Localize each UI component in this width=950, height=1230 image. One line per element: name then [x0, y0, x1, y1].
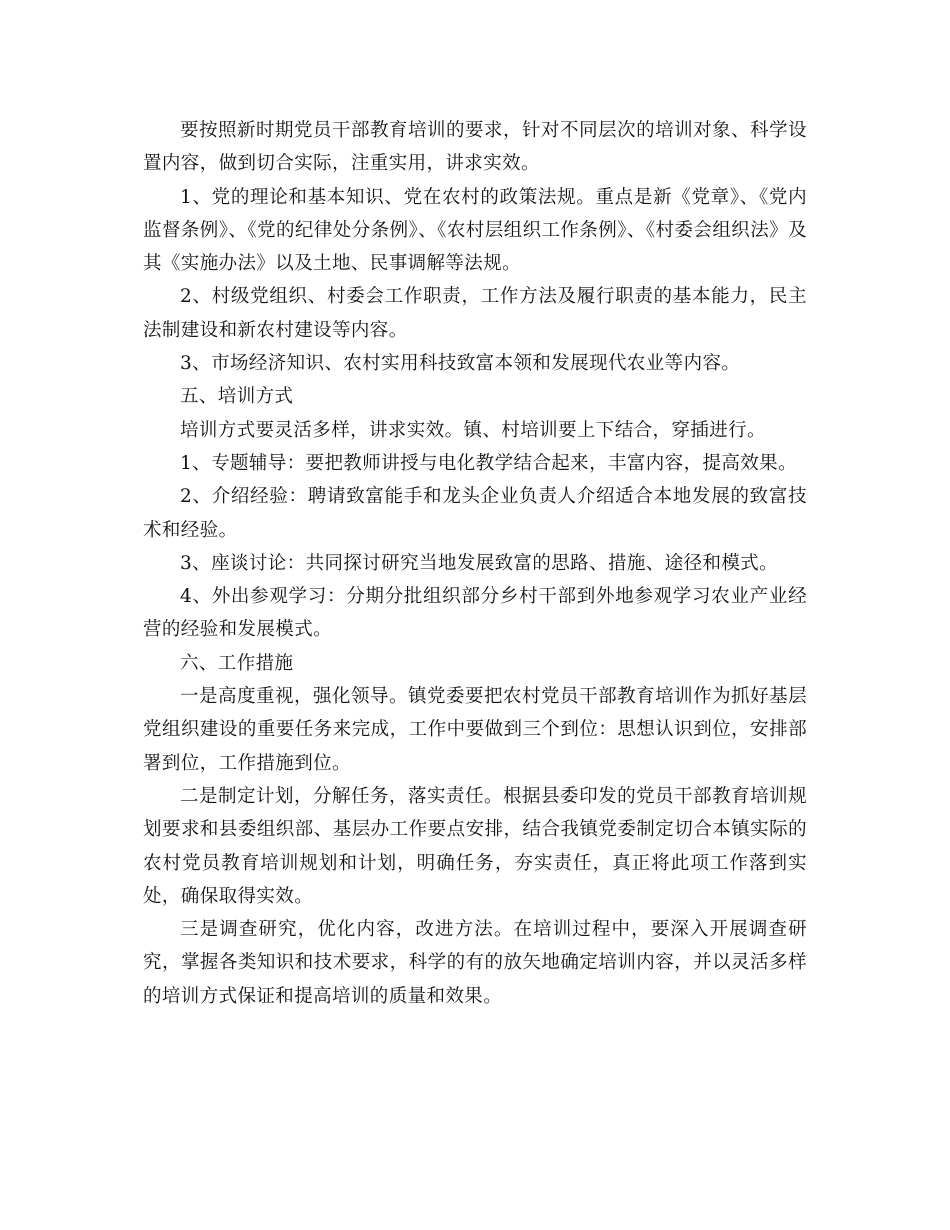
document-body — [143, 114, 807, 1013]
section-heading: 五、培训方式 — [180, 386, 294, 408]
list-item: 2、村级党组织、村委会工作职责，工作方法及履行职责的基本能力，民主法制建设和新农村建设等内容。 — [143, 286, 807, 341]
list-item: 4、外出参观学习：分期分批组织部分乡村干部到外地参观学习农业产业经营的经验和发展模式。 — [143, 586, 807, 641]
list-item: 2、介绍经验：聘请致富能手和龙头企业负责人介绍适合本地发展的致富技术和经验。 — [143, 486, 807, 541]
paragraph: 二是制定计划，分解任务，落实责任。根据县委印发的党员干部教育培训规划要求和县委组织部、基层办工作要点安排，结合我镇党委制定切合本镇实际的农村党员教育培训规划和计划，明确任务，夯实责任，真正将此项工作落到实处，确保取得实效。 — [143, 785, 807, 907]
paragraph: 培训方式要灵活多样，讲求实效。镇、村培训要上下结合，穿插进行。 — [180, 419, 766, 441]
list-item: 1、党的理论和基本知识、党在农村的政策法规。重点是新《党章》、《党内监督条例》、《党的纪律处分条例》、《农村层组织工作条例》、《村委会组织法》及其《实施办法》以及土地、民事调解等法规。 — [143, 186, 807, 275]
section-heading: 六、工作措施 — [180, 652, 294, 674]
list-item: 1、专题辅导：要把教师讲授与电化教学结合起来，丰富内容，提高效果。 — [180, 452, 797, 474]
paragraph: 一是高度重视，强化领导。镇党委要把农村党员干部教育培训作为抓好基层党组织建设的重要任务来完成，工作中要做到三个到位：思想认识到位，安排部署到位，工作措施到位。 — [143, 686, 807, 774]
paragraph: 要按照新时期党员干部教育培训的要求，针对不同层次的培训对象、科学设置内容，做到切合实际，注重实用，讲求实效。 — [143, 120, 807, 175]
list-item: 3、市场经济知识、农村实用科技致富本领和发展现代农业等内容。 — [180, 353, 741, 375]
list-item: 3、座谈讨论：共同探讨研究当地发展致富的思路、措施、途径和模式。 — [180, 552, 779, 574]
paragraph: 三是调查研究，优化内容，改进方法。在培训过程中，要深入开展调查研究，掌握各类知识和技术要求，科学的有的放矢地确定培训内容，并以灵活多样的培训方式保证和提高培训的质量和效果。 — [143, 919, 807, 1007]
